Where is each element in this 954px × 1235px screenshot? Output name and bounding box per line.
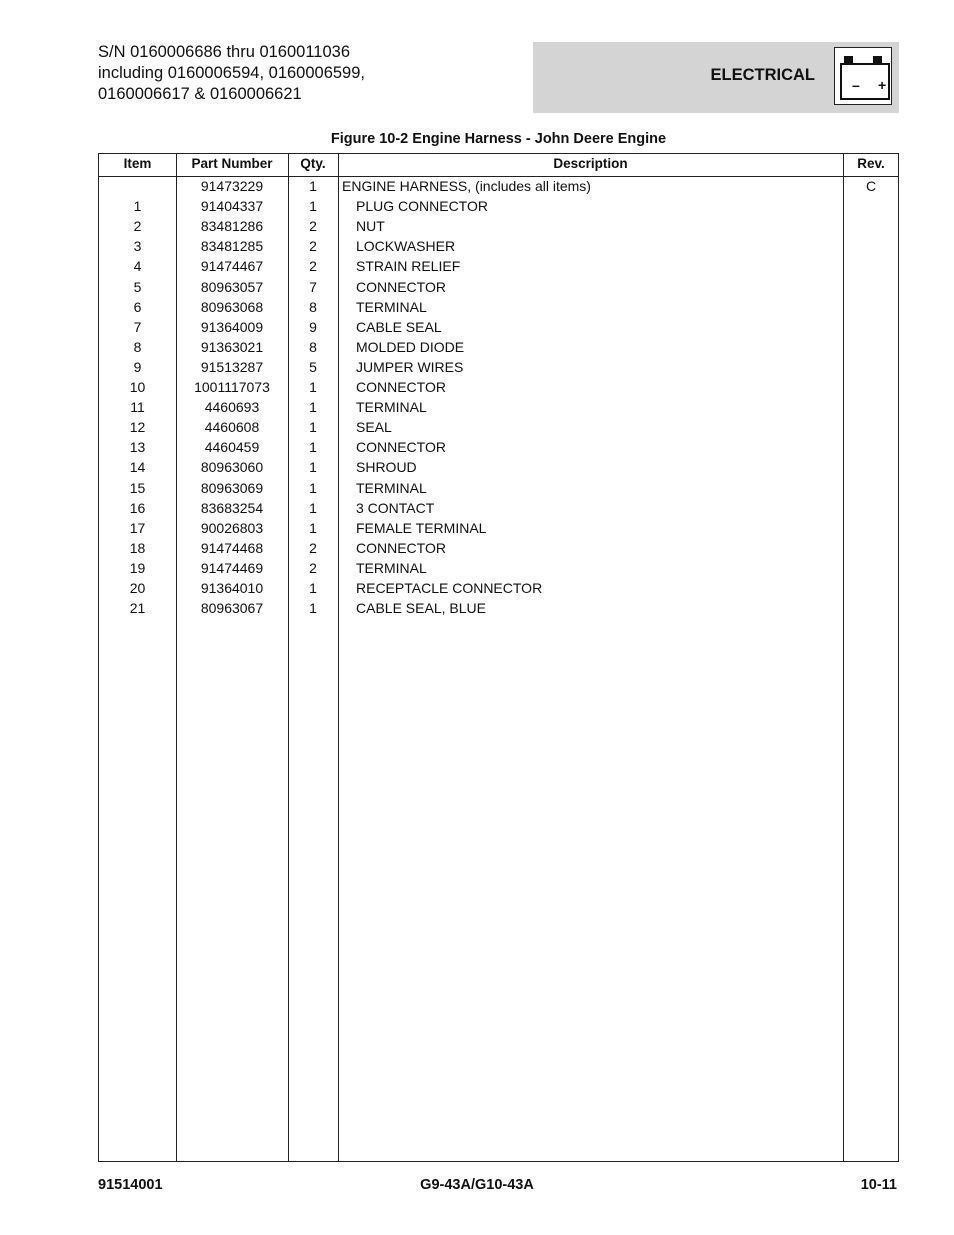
- description-cell: NUT: [356, 218, 385, 235]
- table-row: [99, 397, 898, 417]
- footer-part-number: 91514001: [98, 1177, 163, 1193]
- part-number-cell: 83683254: [200, 499, 264, 516]
- table-row: [99, 518, 898, 538]
- item-cell: 14: [129, 459, 146, 476]
- table-row: [99, 196, 898, 216]
- column-header-part-number: Part Number: [191, 156, 273, 171]
- qty-cell: 5: [309, 358, 317, 375]
- item-cell: 18: [129, 539, 146, 556]
- table-row: [99, 478, 898, 498]
- description-cell: LOCKWASHER: [356, 238, 456, 255]
- item-cell: 12: [129, 419, 146, 436]
- table-row: [99, 256, 898, 276]
- item-cell: 11: [130, 399, 145, 416]
- table-row: [99, 598, 898, 618]
- part-number-cell: 91513287: [200, 358, 264, 375]
- description-cell: STRAIN RELIEF: [356, 258, 461, 275]
- part-number-cell: 91474467: [200, 258, 264, 275]
- table-row: [99, 538, 898, 558]
- part-number-cell: 80963057: [200, 278, 264, 295]
- item-cell: 15: [129, 479, 146, 496]
- qty-cell: 1: [309, 439, 317, 456]
- part-number-cell: 4460459: [204, 439, 260, 456]
- parts-table: [98, 153, 899, 1162]
- item-cell: 6: [133, 298, 142, 315]
- part-number-cell: 91364009: [200, 318, 264, 335]
- table-row: [99, 277, 898, 297]
- table-row: [99, 498, 898, 518]
- description-cell: TERMINAL: [356, 399, 427, 416]
- part-number-cell: 1001117073: [194, 379, 270, 395]
- item-cell: 10: [129, 379, 146, 395]
- qty-cell: 1: [309, 600, 317, 617]
- description-cell: CABLE SEAL, BLUE: [356, 600, 486, 617]
- section-header: [533, 42, 899, 113]
- item-cell: 7: [133, 318, 142, 335]
- description-cell: RECEPTACLE CONNECTOR: [356, 580, 543, 596]
- qty-cell: 2: [309, 539, 317, 556]
- part-number-cell: 80963069: [200, 479, 264, 496]
- table-row: [99, 457, 898, 477]
- part-number-cell: 90026803: [200, 519, 264, 536]
- serial-line: including 0160006594, 0160006599,: [98, 64, 365, 82]
- section-title: ELECTRICAL: [710, 66, 815, 84]
- item-cell: 3: [133, 238, 142, 255]
- description-cell: TERMINAL: [356, 559, 427, 576]
- qty-cell: 2: [309, 238, 317, 255]
- item-cell: 2: [133, 218, 142, 235]
- column-header-description: Description: [553, 156, 628, 171]
- item-cell: 21: [129, 600, 146, 617]
- part-number-cell: 80963060: [200, 459, 264, 476]
- column-header-item: Item: [123, 156, 152, 171]
- qty-cell: 1: [309, 459, 317, 476]
- part-number-cell: 80963067: [200, 600, 264, 617]
- serial-line: 0160006617 & 0160006621: [98, 85, 302, 103]
- part-number-cell: 83481286: [200, 218, 264, 235]
- item-cell: 20: [129, 580, 146, 596]
- table-row: [99, 176, 898, 196]
- figure-title: Figure 10-2 Engine Harness - John Deere Engine: [330, 131, 667, 147]
- column-header-qty: Qty.: [300, 156, 326, 171]
- qty-cell: 1: [309, 379, 317, 395]
- description-cell: SEAL: [356, 419, 392, 436]
- description-cell: SHROUD: [356, 459, 417, 476]
- table-row: [99, 236, 898, 256]
- table-row: [99, 558, 898, 578]
- qty-cell: 1: [309, 519, 317, 536]
- qty-cell: 1: [309, 399, 317, 416]
- qty-cell: 8: [309, 298, 317, 315]
- qty-cell: 1: [309, 198, 317, 215]
- footer-model: G9-43A/G10-43A: [420, 1177, 534, 1193]
- part-number-cell: 91404337: [200, 198, 264, 215]
- part-number-cell: 91474469: [200, 559, 264, 576]
- item-cell: 17: [129, 519, 146, 536]
- qty-cell: 9: [309, 318, 317, 335]
- qty-cell: 2: [309, 559, 317, 576]
- item-cell: 16: [129, 499, 146, 516]
- item-cell: 5: [133, 278, 142, 295]
- part-number-cell: 83481285: [200, 238, 264, 255]
- table-row: [99, 437, 898, 457]
- part-number-cell: 91364010: [200, 580, 264, 596]
- table-row: [99, 297, 898, 317]
- table-row: [99, 216, 898, 236]
- table-row: [99, 337, 898, 357]
- qty-cell: 2: [309, 258, 317, 275]
- description-cell: CABLE SEAL: [356, 318, 442, 335]
- qty-cell: 1: [309, 499, 317, 516]
- table-row: [99, 317, 898, 337]
- qty-cell: 2: [309, 218, 317, 235]
- item-cell: 1: [133, 198, 142, 215]
- table-row: [99, 357, 898, 377]
- qty-cell: 1: [309, 178, 317, 194]
- table-row: [99, 377, 898, 397]
- item-cell: 9: [133, 358, 142, 375]
- description-cell: CONNECTOR: [356, 539, 446, 556]
- table-row: [99, 417, 898, 437]
- part-number-cell: 4460693: [204, 399, 260, 416]
- qty-cell: 1: [309, 479, 317, 496]
- qty-cell: 8: [309, 338, 317, 355]
- item-cell: 8: [133, 338, 142, 355]
- item-cell: 13: [129, 439, 146, 456]
- description-cell: PLUG CONNECTOR: [356, 198, 488, 215]
- item-cell: 4: [133, 258, 142, 275]
- part-number-cell: 91474468: [200, 539, 264, 556]
- battery-icon: – +: [834, 47, 892, 105]
- item-cell: 19: [129, 559, 146, 576]
- qty-cell: 1: [309, 580, 317, 596]
- footer-page-number: 10-11: [860, 1177, 897, 1193]
- qty-cell: 1: [309, 419, 317, 436]
- serial-number-block: [98, 42, 365, 105]
- part-number-cell: 91363021: [200, 338, 264, 355]
- qty-cell: 7: [309, 278, 317, 295]
- description-cell: CONNECTOR: [356, 379, 446, 395]
- description-cell: MOLDED DIODE: [356, 338, 465, 355]
- part-number-cell: 80963068: [200, 298, 264, 315]
- description-cell: JUMPER WIRES: [356, 358, 464, 375]
- description-cell: CONNECTOR: [356, 278, 446, 295]
- part-number-cell: 91473229: [200, 178, 264, 194]
- description-cell: TERMINAL: [356, 298, 427, 315]
- description-cell: TERMINAL: [356, 479, 427, 496]
- rev-cell: C: [865, 178, 877, 194]
- description-cell: CONNECTOR: [356, 439, 446, 456]
- column-header-rev: Rev.: [857, 156, 885, 171]
- description-cell: 3 CONTACT: [356, 499, 435, 516]
- part-number-cell: 4460608: [204, 419, 260, 436]
- description-cell: ENGINE HARNESS, (includes all items): [342, 178, 591, 194]
- table-row: [99, 578, 898, 598]
- description-cell: FEMALE TERMINAL: [356, 519, 487, 536]
- serial-line: S/N 0160006686 thru 0160011036: [98, 43, 350, 61]
